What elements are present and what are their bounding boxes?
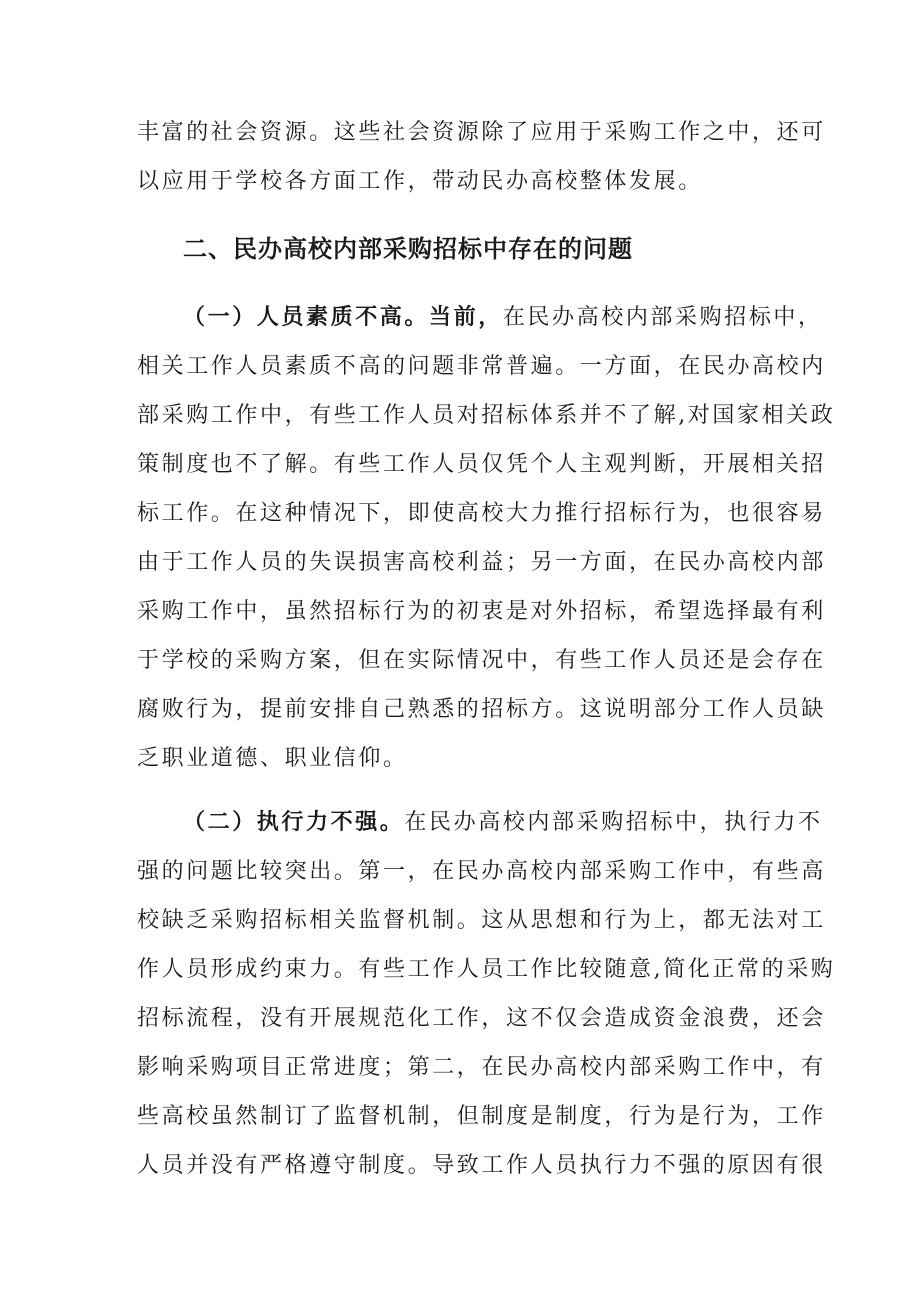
subsection-first-line [183,303,823,333]
subsection-lead: （二）执行力不强。 [183,810,405,835]
paragraph-line: 标工作。在这种情况下，即使高校大力推行招标行为，也很容易 [137,501,826,526]
paragraph-line: 丰富的社会资源。这些社会资源除了应用于采购工作之中，还可 [137,120,826,145]
paragraph-text: 在民办高校内部采购招标中，执行力不 [404,810,823,835]
paragraph-line: 采购工作中，虽然招标行为的初衷是对外招标，希望选择最有利 [137,599,826,624]
paragraph-text: 在民办高校内部采购招标中， [502,305,823,330]
paragraph-line: 以应用于学校各方面工作，带动民办高校整体发展。 [137,169,703,194]
paragraph-line: 强的问题比较突出。第一，在民办高校内部采购工作中，有些高 [137,859,826,884]
paragraph-line: 校缺乏采购招标相关监督机制。这从思想和行为上，都无法对工 [137,908,826,933]
paragraph-line: 部采购工作中，有些工作人员对招标体系并不了解,对国家相关政 [137,403,836,428]
paragraph-line: 影响采购项目正常进度；第二，在民办高校内部采购工作中，有 [137,1055,826,1080]
paragraph-line: 人员并没有严格遵守制度。导致工作人员执行力不强的原因有很 [137,1153,826,1178]
paragraph-line: 腐败行为，提前安排自己熟悉的招标方。这说明部分工作人员缺 [137,697,826,722]
paragraph-line: 些高校虽然制订了监督机制，但制度是制度，行为是行为，工作 [137,1104,826,1129]
paragraph-line: 相关工作人员素质不高的问题非常普遍。一方面，在民办高校内 [137,354,826,379]
subsection-first-line [183,808,823,838]
paragraph-line: 乏职业道德、职业信仰。 [137,746,408,771]
paragraph-line: 作人员形成约束力。有些工作人员工作比较随意,简化正常的采购 [137,957,836,982]
paragraph-line: 于学校的采购方案，但在实际情况中，有些工作人员还是会存在 [137,648,826,673]
subsection-lead: （一）人员素质不高。当前， [183,305,503,330]
paragraph-line: 招标流程，没有开展规范化工作，这不仅会造成资金浪费，还会 [137,1006,826,1031]
section-heading: 二、民办高校内部采购招标中存在的问题 [183,235,633,263]
paragraph-line: 策制度也不了解。有些工作人员仅凭个人主观判断，开展相关招 [137,452,826,477]
paragraph-line: 由于工作人员的失误损害高校利益；另一方面，在民办高校内部 [137,550,826,575]
